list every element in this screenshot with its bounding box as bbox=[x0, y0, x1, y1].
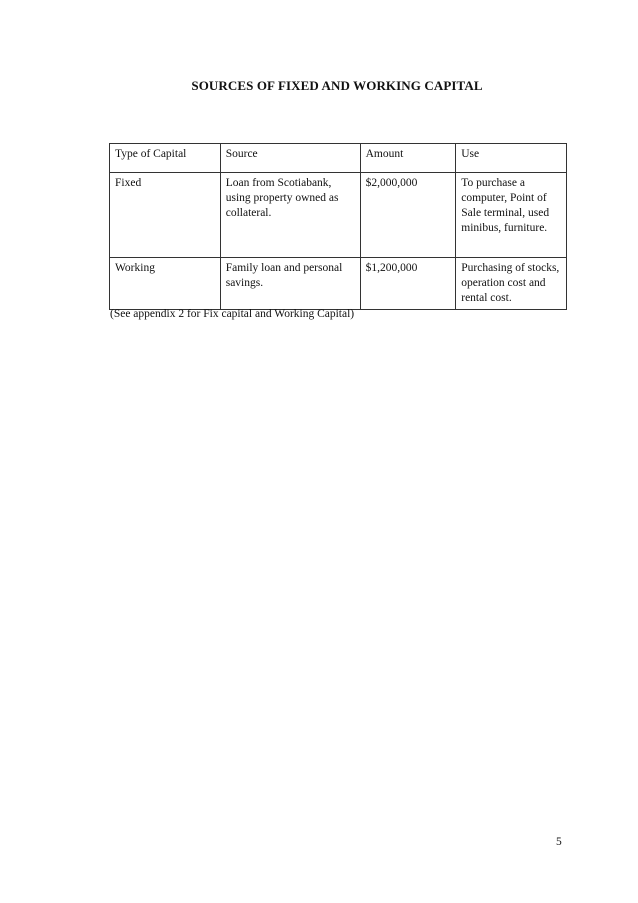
capital-sources-table bbox=[109, 143, 567, 310]
cell-amount: $2,000,000 bbox=[360, 173, 456, 258]
header-type-of-capital: Type of Capital bbox=[110, 144, 221, 173]
cell-type: Fixed bbox=[110, 173, 221, 258]
cell-amount: $1,200,000 bbox=[360, 258, 456, 310]
header-amount: Amount bbox=[360, 144, 456, 173]
header-source: Source bbox=[220, 144, 360, 173]
cell-type: Working bbox=[110, 258, 221, 310]
cell-use: Purchasing of stocks, operation cost and rental cost. bbox=[456, 258, 567, 310]
page-number: 5 bbox=[556, 836, 562, 848]
cell-source: Family loan and personal savings. bbox=[220, 258, 360, 310]
table-row bbox=[110, 258, 567, 310]
table-footnote: (See appendix 2 for Fix capital and Working Capital) bbox=[110, 308, 355, 320]
table-row bbox=[110, 173, 567, 258]
header-use: Use bbox=[456, 144, 567, 173]
table-header-row bbox=[110, 144, 567, 173]
cell-use: To purchase a computer, Point of Sale terminal, used minibus, furniture. bbox=[456, 173, 567, 258]
cell-source: Loan from Scotiabank, using property owned as collateral. bbox=[220, 173, 360, 258]
page-title: SOURCES OF FIXED AND WORKING CAPITAL bbox=[191, 78, 483, 93]
